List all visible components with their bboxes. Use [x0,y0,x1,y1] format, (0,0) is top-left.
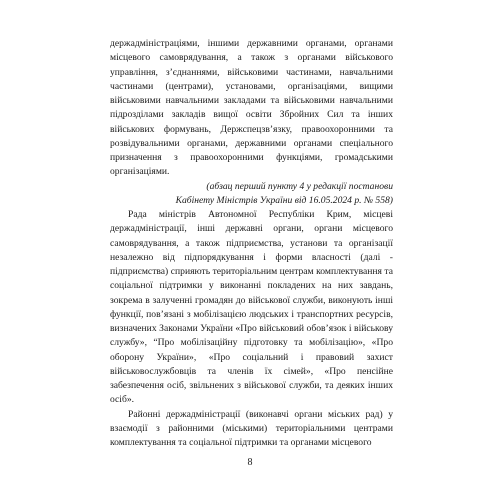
paragraph-continuation: держадміністраціями, іншими державними органами, органами місцевого самоврядування, а також з органами військового управління, з’єднаннями, військовими частинами, навчальними частинами (центрами), установами, організаціями, вищими військовими навчальними закладами та військовими навчальними підрозділами закладів вищої освіти Збройних Сил та інших військових формувань, Держспецзв’язку, правоохоронними та розвідувальними органами, державними органами спеціального призначення з правоохоронними функціями, громадськими організаціями. [110,38,393,178]
body-text [110,37,393,450]
page-number: 8 [247,457,253,468]
amendment-note-line-1: (абзац перший пункту 4 у редакції постанови [206,180,393,192]
amendment-note-line-2: Кабінету Міністрів України від 16.05.2024 р. № 558) [175,194,393,206]
paragraph-district-administrations: Районні держадміністрації (виконавчі органи міських рад) у взаємодії з районними (міськими) територіальними центрами комплектування та соціальної підтримки та органами місцевого [110,408,393,448]
paragraph-crimea-council: Рада міністрів Автономної Республіки Крим, місцеві держадміністрації, інші державні органи, органи місцевого самоврядування, а також підприємства, установи та організації незалежно від підпорядкування і форми власності (далі - підприємства) сприяють територіальним центрам комплектування та соціальної підтримки у виконанні покладених на них завдань, зокрема в залученні громадян до військової служби, виконують інші функції, пов’язані з мобілізацією людських і транспортних ресурсів, визначених Законами України «Про військовий обов’язок і військову службу», “Про мобілізаційну підготовку та мобілізацію», «Про оборону України», «Про соціальний і правовий захист військовослужбовців та членів їх сімей», «Про пенсійне забезпечення осіб, звільнених з військової служби, та деяких інших осіб». [110,209,393,406]
